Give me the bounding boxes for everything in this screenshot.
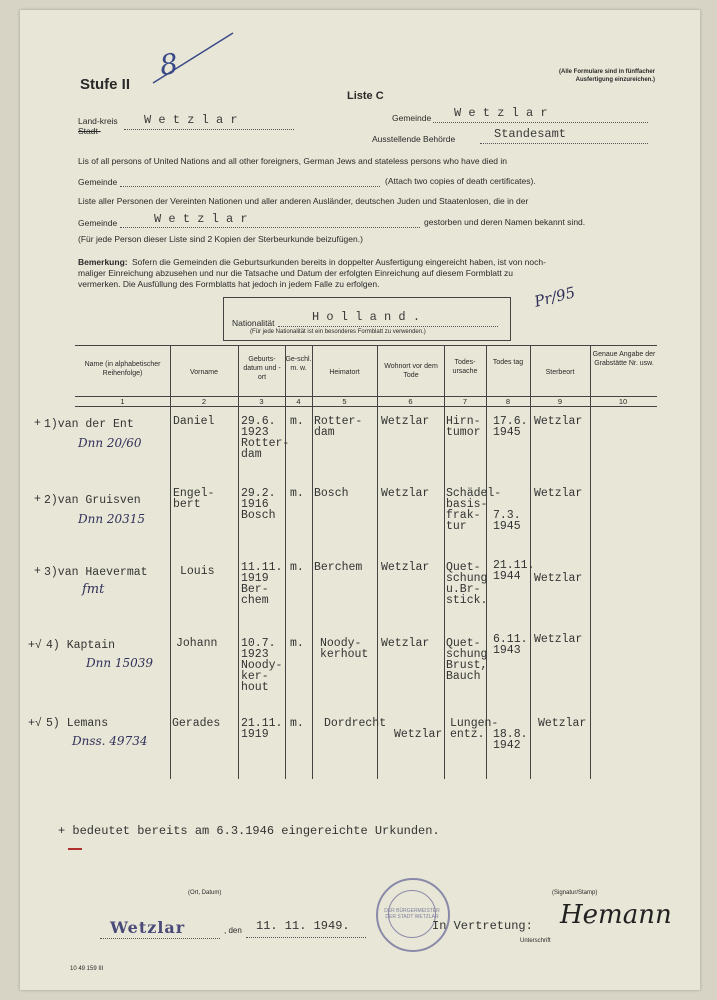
landkreis-label: Land-kreis	[78, 116, 118, 126]
col-num: 9	[557, 397, 563, 406]
col-header-grab: Genaue Angabe der Grabstätte Nr. usw.	[592, 351, 656, 367]
behoerde-label: Ausstellende Behörde	[372, 134, 456, 144]
col-num: 7	[462, 397, 468, 406]
row-1-tag: 17.6. 1945	[493, 415, 528, 439]
row-2-vorname: Engel- bert	[173, 487, 215, 511]
intro-gemeinde-label: Gemeinde	[78, 177, 118, 187]
col-header-ursache: Todes-ursache	[452, 359, 478, 375]
intro-attach: (Attach two copies of death certificates).	[385, 176, 536, 186]
row-2-wohnort: Wetzlar	[381, 487, 430, 500]
row-1-name: 1)van der Ent	[44, 418, 134, 431]
row-2-mark: +	[34, 493, 41, 506]
row-3-ursache: Quet- schung u.Br- stick.	[446, 561, 488, 607]
row-1-ursache: Hirn- tumor	[446, 415, 481, 439]
row-4-heimatort: Noody- kerhout	[320, 637, 369, 661]
row-3-geburt: 11.11. 1919 Ber- chem	[241, 561, 283, 607]
row-2-heimatort: Bosch	[314, 487, 349, 500]
row-4-ursache: Quet- schung Brust, Bauch	[446, 637, 488, 683]
form-page	[20, 10, 700, 990]
margin-note: Pr/95	[532, 283, 577, 311]
nationality-label: Nationalität	[232, 318, 275, 328]
row-3-geschl: m.	[290, 561, 304, 574]
date-value: 11. 11. 1949.	[256, 919, 350, 933]
footnote: + bedeutet bereits am 6.3.1946 eingereichte Urkunden.	[58, 824, 440, 838]
signature-label: (Signatur/Stamp)	[552, 890, 598, 896]
row-4-mark: +√	[28, 639, 42, 652]
col-num: 5	[342, 397, 347, 406]
stufe-annotation: 8	[157, 46, 181, 83]
col-num: 8	[505, 397, 511, 406]
col-header-vorname: Vorname	[189, 369, 219, 376]
row-4-name: 4) Kaptain	[46, 639, 116, 652]
liste-title: Liste C	[347, 90, 384, 102]
remark-label: Bemerkung:	[78, 257, 128, 267]
remark-text-3: vermerken. Die Ausfüllung des Formblatts hat jedoch in jedem Falle zu erfolgen.	[78, 279, 380, 289]
col-header-tag: Todes tag	[492, 359, 524, 366]
row-1-geburt: 29.6. 1923 Rotter- dam	[241, 415, 290, 461]
row-4-vorname: Johann	[176, 637, 218, 650]
col-header-wohnort: Wohnort vor dem Tode	[384, 363, 438, 379]
col-header-name: Name (in alphabetischer Reihenfolge)	[84, 361, 161, 377]
col-num: 6	[408, 397, 413, 406]
row-1-vorname: Daniel	[173, 415, 215, 428]
row-2-geburt: 29.2. 1916 Bosch	[241, 487, 276, 522]
vertretung-label: In Vertretung:	[432, 919, 533, 933]
row-2-name: 2)van Gruisven	[44, 494, 141, 507]
header-note: (Alle Formulare sind in fünffacher Ausfertigung einzureichen.)	[558, 69, 655, 83]
row-5-wohnort: Wetzlar	[394, 728, 443, 741]
row-1-heimatort: Rotter- dam	[314, 415, 363, 439]
stufe-title: Stufe II	[80, 76, 131, 93]
nationality-value: H o l l a n d .	[312, 310, 421, 324]
intro-gemeinde2-value: W e t z l a r	[154, 212, 248, 226]
col-num: 3	[259, 397, 264, 406]
col-num: 10	[618, 397, 628, 406]
row-3-sterbeort: Wetzlar	[534, 572, 583, 585]
row-1-geschl: m.	[290, 415, 304, 428]
row-4-wohnort: Wetzlar	[381, 637, 430, 650]
row-5-tag: 18.8. 1942	[493, 728, 528, 752]
row-5-vorname: Gerades	[172, 717, 221, 730]
intro-note: (Für jede Person dieser Liste sind 2 Kopien der Sterbeurkunde beizufügen.)	[78, 234, 363, 244]
row-1-sterbeort: Wetzlar	[534, 415, 583, 428]
col-num: 2	[201, 397, 207, 406]
unterschrift-label: Unterschrift	[520, 938, 551, 944]
col-num: 1	[120, 397, 125, 406]
col-header-geschl: Ge-schl. m. w.	[285, 356, 312, 372]
signature: Hemann	[560, 900, 672, 930]
row-4-sterbeort: Wetzlar	[534, 633, 583, 646]
row-5-geschl: m.	[290, 717, 304, 730]
row-3-mark: +	[34, 565, 41, 578]
row-5-sterbeort: Wetzlar	[538, 717, 587, 730]
row-2-sterbeort: Wetzlar	[534, 487, 583, 500]
row-2-note: Dnn 20315	[78, 512, 146, 526]
row-3-heimatort: Berchem	[314, 561, 363, 574]
row-2-tag: 7.3. 1945	[493, 509, 521, 533]
intro-german-end: gestorben und deren Namen bekannt sind.	[424, 217, 586, 227]
row-3-name: 3)van Haevermat	[44, 566, 148, 579]
col-header-sterbeort: Sterbeort	[545, 369, 575, 376]
stadt-label: Stadt-	[78, 126, 101, 136]
intro-english: Lis of all persons of United Nations and all other foreigners, German Jews and stateless persons who have died in	[78, 156, 508, 166]
nationality-note: (Für jede Nationalität ist ein besonderes Formblatt zu verwenden.)	[250, 329, 426, 335]
ort-datum-label: (Ort, Datum)	[188, 890, 222, 896]
row-4-geschl: m.	[290, 637, 304, 650]
row-3-vorname: Louis	[180, 565, 215, 578]
behoerde-value: Standesamt	[494, 127, 567, 141]
row-2-geschl: m.	[290, 487, 304, 500]
remark-text-2: maliger Einreichung abzusehen und nur die Tatsache und Datum der erfolgten Einreichung auf diesem Formblatt zu	[78, 268, 514, 278]
row-2-ursache: Schädel- basis- frak- tur	[446, 487, 502, 533]
col-header-heimatort: Heimatort	[329, 369, 360, 376]
col-header-geburt: Geburts-datum und -ort	[243, 356, 281, 381]
intro-german: Liste aller Personen der Vereinten Nationen und aller anderen Ausländer, deutschen Juden und Staatenlosen, die in der	[78, 196, 529, 206]
den-label: , den	[224, 926, 242, 935]
place-stamp: Wetzlar	[110, 918, 186, 937]
row-5-mark: +√	[28, 717, 42, 730]
form-code: 10 49 159 III	[70, 966, 104, 972]
row-3-tag: 21.11. 1944	[493, 559, 535, 583]
pen-stroke	[148, 28, 238, 88]
row-4-geburt: 10.7. 1923 Noody- ker- hout	[241, 637, 283, 694]
landkreis-value: W e t z l a r	[144, 113, 238, 127]
row-1-mark: +	[34, 417, 41, 430]
row-5-heimatort: Dordrecht	[324, 717, 387, 730]
row-1-note: Dnn 20/60	[78, 436, 142, 450]
intro-gemeinde2-label: Gemeinde	[78, 218, 118, 228]
row-5-ursache: Lungen- entz.	[450, 717, 499, 741]
row-5-note: Dnss. 49734	[72, 734, 148, 748]
row-5-geburt: 21.11. 1919	[241, 717, 283, 741]
row-4-note: Dnn 15039	[86, 656, 154, 670]
row-1-wohnort: Wetzlar	[381, 415, 430, 428]
stamp-text: DER BÜRGERMEISTER DER STADT WETZLAR	[384, 908, 440, 920]
red-dash	[68, 848, 82, 850]
gemeinde-value: W e t z l a r	[454, 106, 548, 120]
gemeinde-label: Gemeinde	[392, 113, 432, 123]
row-3-wohnort: Wetzlar	[381, 561, 430, 574]
remark-text-1: Sofern die Gemeinden die Geburtsurkunden bereits in doppelter Ausfertigung eingereicht haben, ist von noch-	[132, 257, 546, 267]
row-5-name: 5) Lemans	[46, 717, 109, 730]
col-num: 4	[296, 397, 301, 406]
official-stamp	[376, 878, 450, 952]
row-4-tag: 6.11. 1943	[493, 633, 528, 657]
row-3-note: fmt	[82, 582, 105, 597]
